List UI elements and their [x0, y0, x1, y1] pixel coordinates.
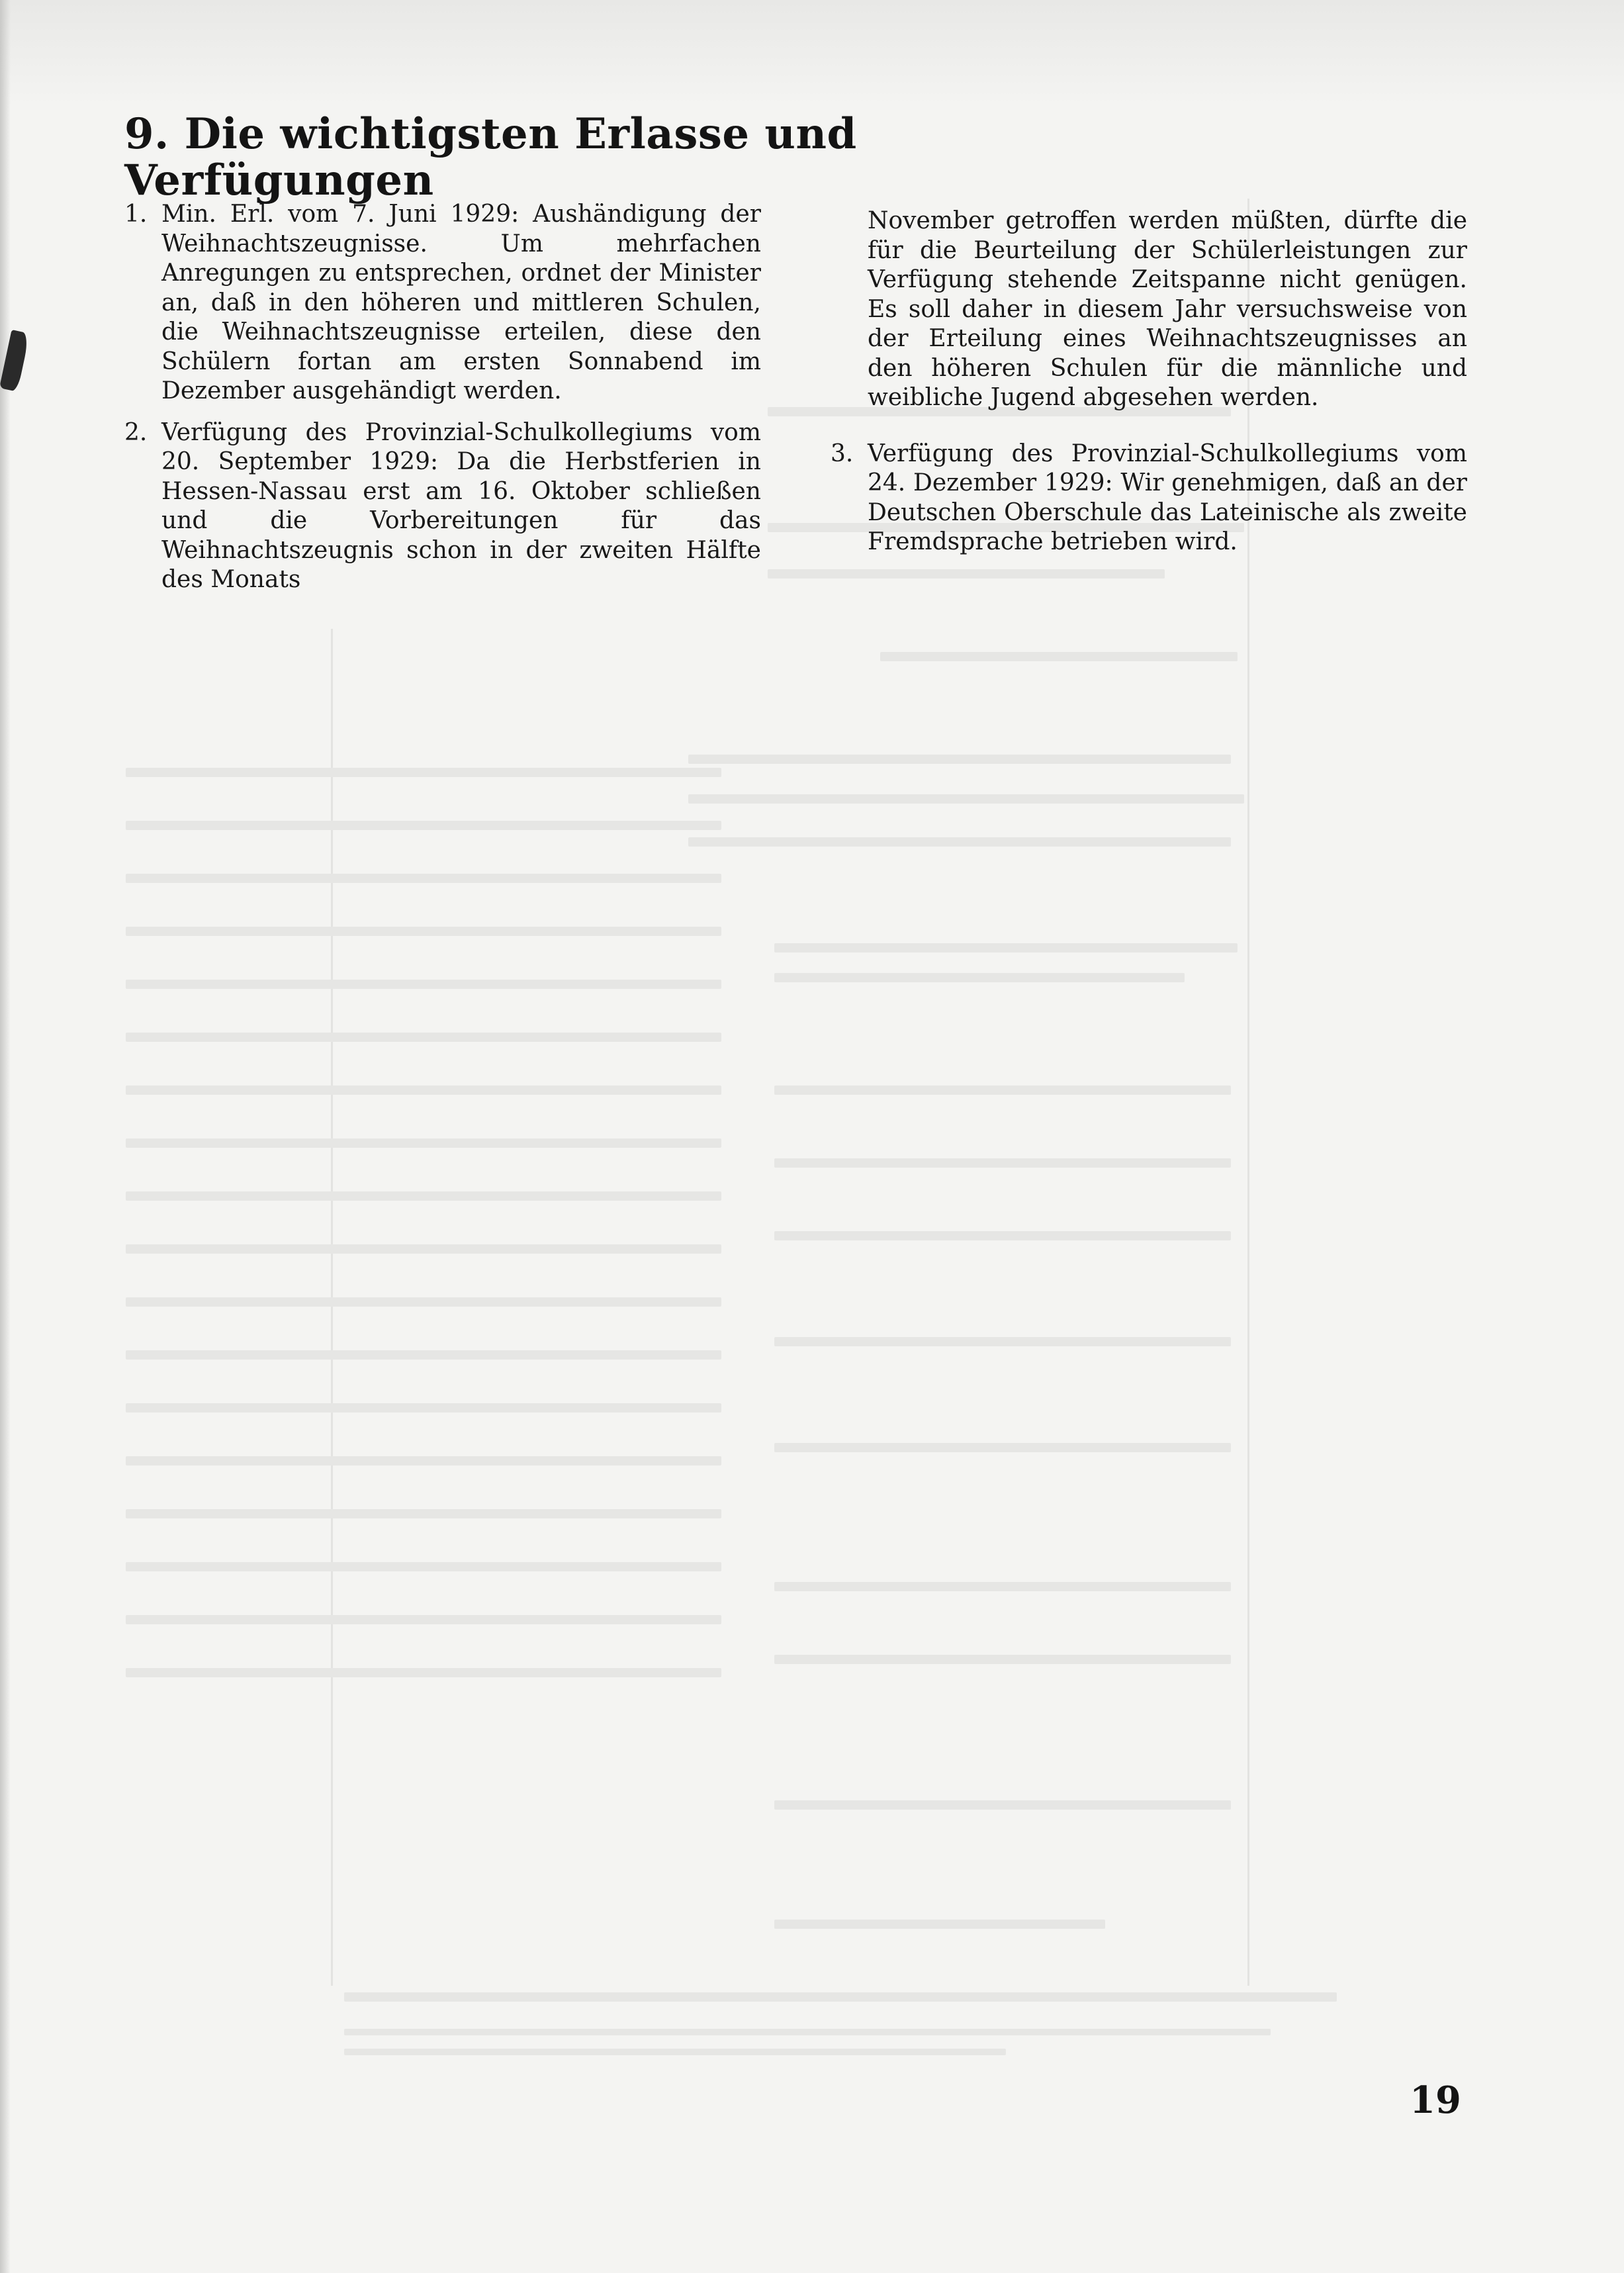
bleed-through-line — [774, 1582, 1231, 1591]
bleed-through-line — [126, 1086, 721, 1095]
bleed-through-line — [774, 1231, 1231, 1240]
bleed-through-line — [774, 1337, 1231, 1346]
bleed-through-rule — [331, 629, 333, 1986]
decree-2-continuation: November getroffen werden müßten, dürfte die für die Beurteilung der Schülerleistungen zur Verfügung stehende Zeitspanne nicht genügen. Es soll daher in diesem Jahr versuchsweise von der Erteilung eines Weihnachtszeugnisses an den höheren Schulen für die männliche und weibliche Jugend abgesehen werden. — [868, 207, 1467, 411]
decree-text: Verfügung des Provinzial-Schulkollegiums vom 20. September 1929: Da die Herbstferien in Hessen-Nassau erst am 16. Oktober schließen und die Vorbereitungen für das Weihnachtszeugnis schon in der zweiten Hälfte des Monats — [161, 418, 761, 593]
bleed-through-line — [126, 1191, 721, 1201]
decree-text: Verfügung des Provinzial-Schulkollegiums vom 24. Dezember 1929: Wir genehmigen, daß an der Deutschen Oberschule das Lateinische als zweite Fremdsprache betrieben wird. — [868, 440, 1467, 555]
decree-item-2 — [124, 418, 761, 595]
decree-text: Min. Erl. vom 7. Juni 1929: Aushändigung der Weihnachtszeugnisse. Um mehrfachen Anregungen zu entsprechen, ordnet der Minister an, daß in den höheren und mittleren Schulen, die Weihnachtszeugnisse erteilen, diese den Schülern fortan am ersten Sonnabend im Dezember ausgehändigt werden. — [161, 201, 761, 404]
bleed-through-line — [126, 1509, 721, 1518]
bleed-through-line — [126, 1456, 721, 1465]
bleed-through-line — [774, 1920, 1105, 1929]
bleed-through-line — [126, 980, 721, 989]
bleed-through-line — [774, 1655, 1231, 1664]
bleed-through-line — [774, 1800, 1231, 1810]
bleed-through-line — [126, 1668, 721, 1677]
bleed-through-line — [126, 1403, 721, 1413]
right-column — [831, 207, 1467, 569]
bleed-through-line — [126, 768, 721, 777]
decree-item-3 — [831, 440, 1467, 557]
bleed-through-line — [774, 943, 1238, 952]
decree-number: 2. — [124, 418, 148, 446]
bleed-through-line — [126, 1244, 721, 1254]
bleed-through-line — [126, 1033, 721, 1042]
bleed-through-line — [126, 1138, 721, 1148]
bleed-through-line — [880, 652, 1238, 661]
left-column — [124, 200, 761, 607]
bleed-through-line — [126, 927, 721, 936]
bleed-through-line — [126, 1562, 721, 1571]
decree-item-1 — [124, 200, 761, 406]
bleed-through-line — [126, 874, 721, 883]
bleed-through-line — [688, 755, 1231, 764]
bleed-through-line — [344, 1992, 1337, 2002]
bleed-through-line — [126, 1350, 721, 1360]
bleed-through-line — [688, 794, 1244, 804]
bleed-through-line — [126, 821, 721, 830]
bleed-through-line — [688, 837, 1231, 847]
bleed-through-line — [774, 1086, 1231, 1095]
bleed-through-line — [126, 1615, 721, 1624]
bleed-through-line — [774, 1158, 1231, 1168]
page-number: 19 — [1410, 2078, 1461, 2122]
bleed-through-line — [344, 2029, 1271, 2035]
bleed-through-line — [768, 569, 1165, 579]
bleed-through-line — [774, 973, 1185, 982]
decree-number: 3. — [831, 440, 854, 467]
bleed-through-line — [774, 1443, 1231, 1452]
decree-number: 1. — [124, 201, 148, 228]
bleed-through-line — [126, 1297, 721, 1307]
paper-fold-shadow — [0, 0, 1624, 106]
bleed-through-line — [344, 2049, 1006, 2055]
section-title: 9. Die wichtigsten Erlasse und Verfügungen — [124, 109, 857, 206]
